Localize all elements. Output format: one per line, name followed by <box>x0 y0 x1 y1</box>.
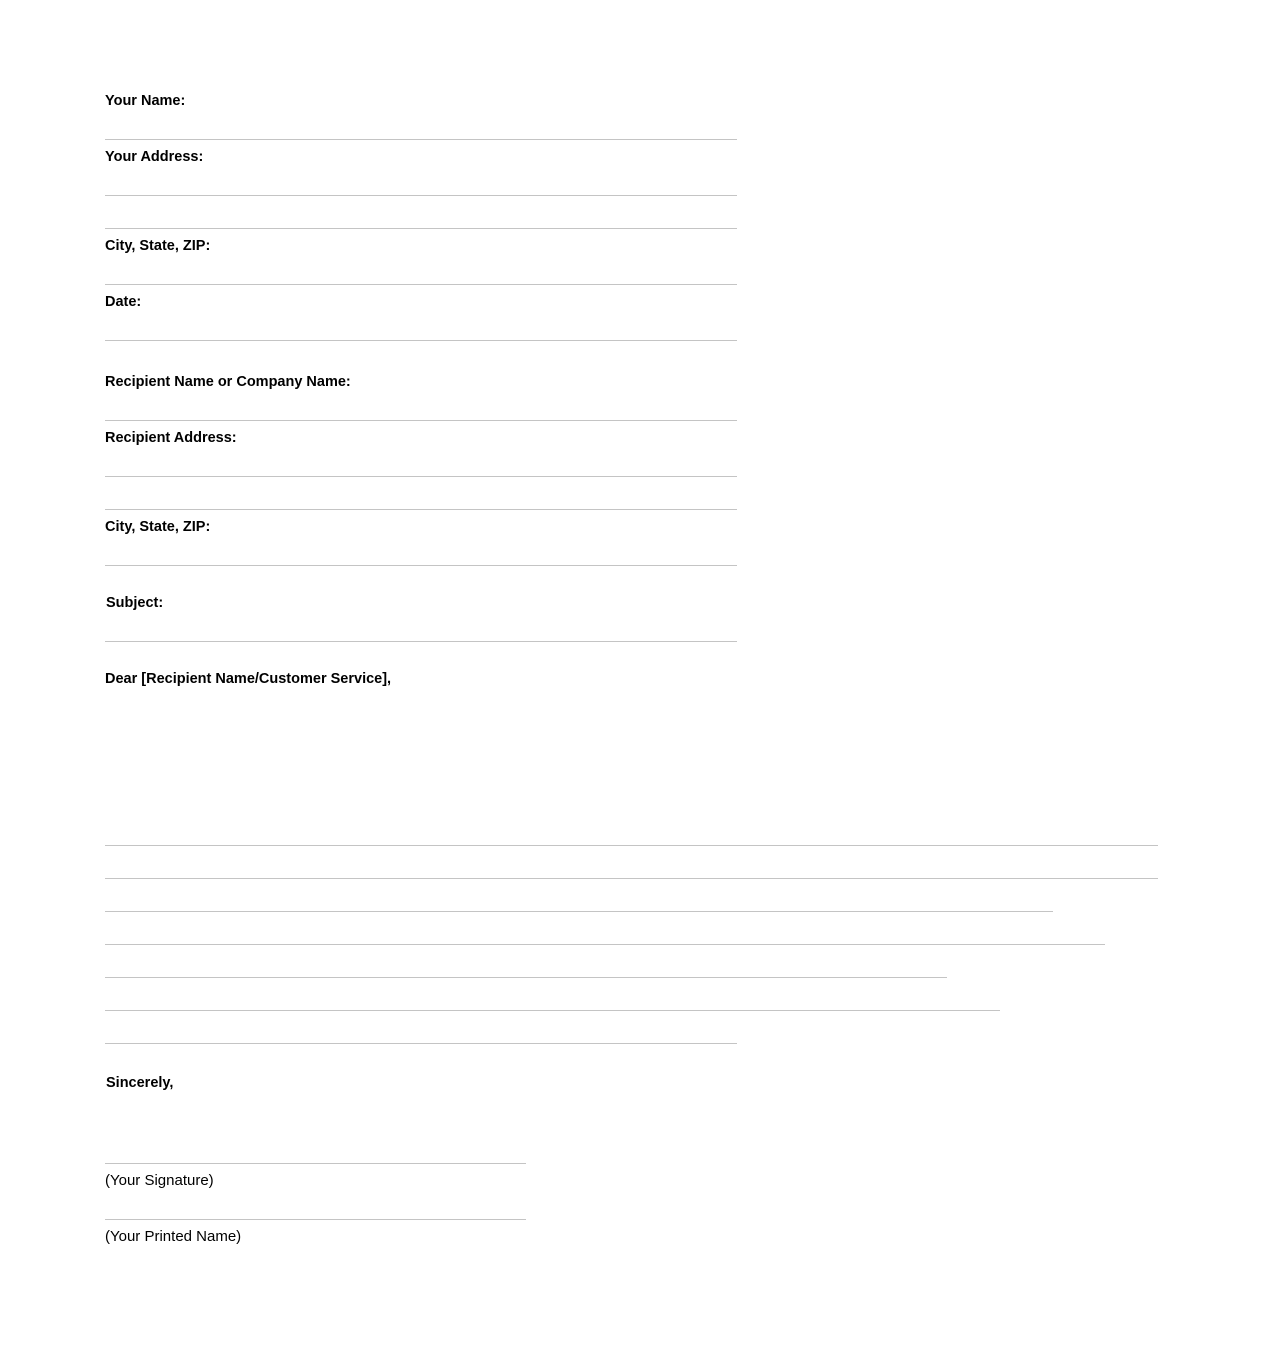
subject-label: Subject: <box>106 595 164 611</box>
printed-name-caption: (Your Printed Name) <box>105 1228 242 1245</box>
recipient-address-label: Recipient Address: <box>105 430 237 446</box>
recipient-city-state-zip-line[interactable] <box>105 565 737 566</box>
body-line[interactable] <box>105 911 1053 912</box>
body-line[interactable] <box>105 845 1158 846</box>
salutation: Dear [Recipient Name/Customer Service], <box>105 671 392 687</box>
date-label: Date: <box>105 294 142 310</box>
recipient-name-label: Recipient Name or Company Name: <box>105 374 351 390</box>
your-address-line-1[interactable] <box>105 195 737 196</box>
recipient-city-state-zip-label: City, State, ZIP: <box>105 519 211 535</box>
body-line[interactable] <box>105 878 1158 879</box>
closing: Sincerely, <box>106 1075 174 1091</box>
signature-line[interactable] <box>105 1163 526 1164</box>
body-line[interactable] <box>105 1043 737 1044</box>
recipient-address-line-2[interactable] <box>105 509 737 510</box>
recipient-name-line[interactable] <box>105 420 737 421</box>
your-city-state-zip-line[interactable] <box>105 284 737 285</box>
signature-caption: (Your Signature) <box>105 1172 214 1189</box>
body-line[interactable] <box>105 1010 1000 1011</box>
subject-line[interactable] <box>105 641 737 642</box>
your-name-label: Your Name: <box>105 93 186 109</box>
recipient-address-line-1[interactable] <box>105 476 737 477</box>
your-address-label: Your Address: <box>105 149 204 165</box>
body-line[interactable] <box>105 944 1105 945</box>
your-name-line[interactable] <box>105 139 737 140</box>
body-line[interactable] <box>105 977 947 978</box>
printed-name-line[interactable] <box>105 1219 526 1220</box>
date-line[interactable] <box>105 340 737 341</box>
your-address-line-2[interactable] <box>105 228 737 229</box>
your-city-state-zip-label: City, State, ZIP: <box>105 238 211 254</box>
